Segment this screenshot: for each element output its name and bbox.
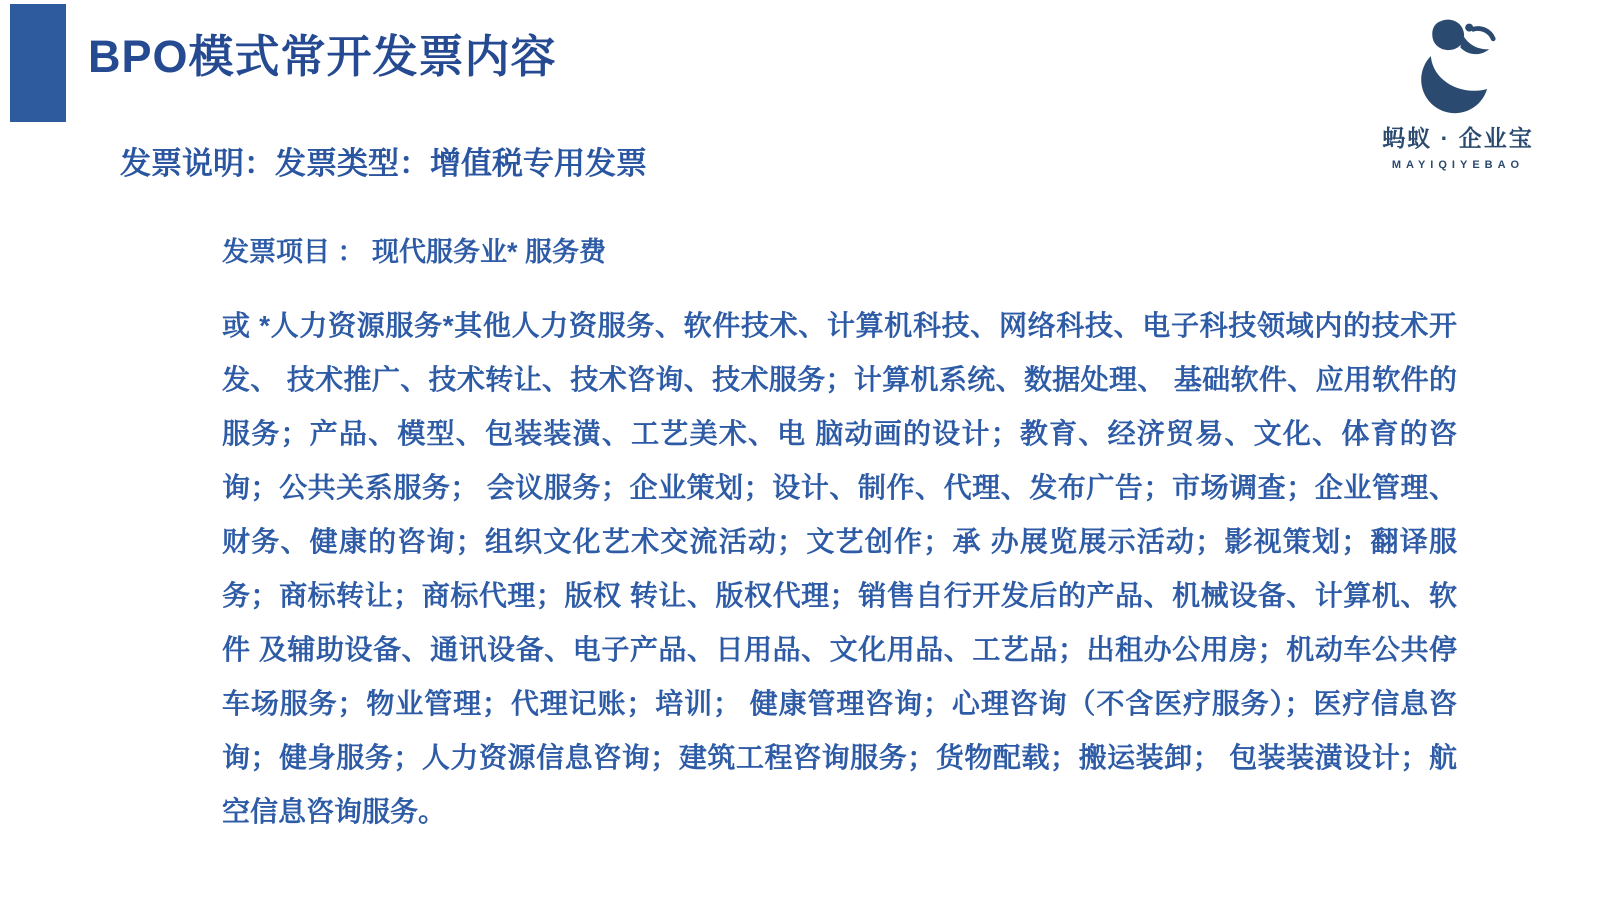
brand-logo — [1368, 14, 1548, 171]
invoice-content — [222, 230, 1457, 839]
invoice-body-text: 或 *人力资源服务*其他人力资服务、软件技术、计算机科技、网络科技、电子科技领域内的技术开发、 技术推广、技术转让、技术咨询、技术服务；计算机系统、数据处理、 基础软件、应用软件的服务；产品、模型、包装装潢、工艺美术、电 脑动画的设计；教育、经济贸易、文化、体育的咨询；公共关系服务； 会议服务；企业策划；设计、制作、代理、发布广告；市场调查；企业管理、财务、健康的咨询；组织文化艺术交流活动；文艺创作；承 办展览展示活动；影视策划；翻译服务；商标转让；商标代理；版权 转让、版权代理；销售自行开发后的产品、机械设备、计算机、软件 及辅助设备、通讯设备、电子产品、日用品、文化用品、工艺品；出租办公用房；机动车公共停车场服务；物业管理；代理记账；培训； 健康管理咨询；心理咨询（不含医疗服务）；医疗信息咨询；健身服务；人力资源信息咨询；建筑工程咨询服务；货物配载；搬运装卸； 包装装潢设计；航空信息咨询服务。 — [222, 310, 1457, 827]
invoice-note-subtitle: 发票说明：发票类型：增值税专用发票 — [120, 146, 647, 181]
ant-logo-icon — [1402, 14, 1514, 118]
page-title: BPO模式常开发票内容 — [88, 31, 557, 82]
brand-name-cn: 蚂蚁 · 企业宝 — [1382, 125, 1534, 151]
invoice-item-heading: 发票项目 ： 现代服务业* 服务费 — [222, 237, 607, 267]
brand-name-en: MAYIQIYEBAO — [1391, 159, 1525, 171]
accent-bar — [10, 4, 66, 122]
